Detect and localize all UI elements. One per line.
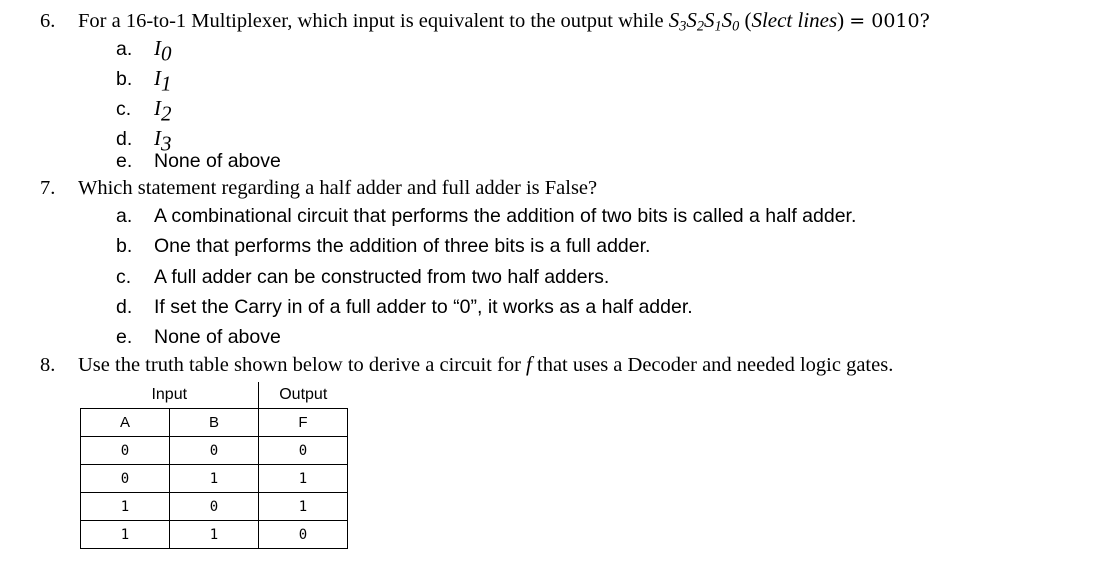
- table-group-header-row: [81, 382, 348, 409]
- q6-option-b: [116, 66, 172, 96]
- cell-a: 1: [81, 521, 170, 549]
- q7-option-b: [116, 235, 650, 258]
- table-row: [81, 465, 348, 493]
- cell-f: 1: [259, 493, 348, 521]
- q6-option-c: [116, 96, 172, 126]
- q7-option-e: [116, 326, 281, 349]
- select-expression: $S_3S_2S_1S_0$: [668, 8, 740, 35]
- option-letter: e.: [116, 326, 133, 348]
- option-text: If set the Carry in of a full adder to “0”, it works as a half adder.: [154, 296, 693, 318]
- question-text: Use the truth table shown below to derive a circuit for: [78, 354, 527, 376]
- option-letter: b.: [116, 235, 133, 257]
- output-header: Output: [259, 382, 348, 409]
- q6-option-e: [116, 150, 281, 173]
- cell-a: 0: [81, 437, 170, 465]
- cell-b: 0: [170, 493, 259, 521]
- question-number: 6.: [40, 10, 56, 32]
- select-value: = 0010?: [849, 10, 930, 32]
- select-lines-label: Slect lines: [751, 8, 838, 32]
- option-subscript: 1: [161, 71, 172, 96]
- column-header-f: F: [259, 409, 348, 437]
- cell-a: 0: [81, 465, 170, 493]
- cell-b: 1: [170, 465, 259, 493]
- question-8: [40, 352, 893, 377]
- cell-f: 0: [259, 437, 348, 465]
- option-symbol: I: [154, 66, 161, 90]
- option-letter: c.: [116, 98, 132, 120]
- option-letter: c.: [116, 266, 132, 288]
- table-column-header-row: [81, 409, 348, 437]
- function-symbol: f: [526, 352, 532, 376]
- question-text-continued: that uses a Decoder and needed logic gates.: [531, 354, 894, 376]
- q7-option-c: [116, 266, 609, 289]
- question-number: 7.: [40, 177, 56, 199]
- cell-f: 0: [259, 521, 348, 549]
- option-text: A combinational circuit that performs the addition of two bits is called a half adder.: [154, 205, 857, 227]
- cell-f: 1: [259, 465, 348, 493]
- question-6: 6. For a 16-to-1 Multiplexer, which input is equivalent to the output while $S_3S_2S_1S_0$ (Slect lines) = 0010?: [40, 8, 930, 35]
- option-letter: b.: [116, 68, 133, 90]
- question-number: 8.: [40, 354, 56, 376]
- option-text: None of above: [154, 326, 281, 348]
- option-text: One that performs the addition of three bits is a full adder.: [154, 235, 651, 257]
- option-subscript: 0: [161, 41, 172, 66]
- option-letter: d.: [116, 296, 133, 318]
- cell-b: 0: [170, 437, 259, 465]
- q7-option-d: [116, 296, 693, 319]
- option-text: None of above: [154, 150, 281, 172]
- question-text: For a 16-to-1 Multiplexer, which input is equivalent to the output while: [78, 10, 669, 32]
- truth-table: [80, 382, 348, 549]
- option-letter: d.: [116, 128, 133, 150]
- option-symbol: I: [154, 96, 161, 120]
- column-header-a: A: [81, 409, 170, 437]
- option-subscript: 3: [161, 131, 172, 156]
- table-row: [81, 493, 348, 521]
- option-letter: a.: [116, 205, 133, 227]
- table-row: [81, 437, 348, 465]
- table-row: [81, 521, 348, 549]
- column-header-b: B: [170, 409, 259, 437]
- option-letter: a.: [116, 38, 133, 60]
- option-symbol: I: [154, 36, 161, 60]
- option-text: A full adder can be constructed from two half adders.: [154, 266, 610, 288]
- option-symbol: I: [154, 126, 161, 150]
- q6-option-a: [116, 36, 172, 66]
- input-header: Input: [81, 382, 259, 409]
- option-letter: e.: [116, 150, 133, 172]
- q7-option-a: [116, 205, 856, 228]
- option-subscript: 2: [161, 101, 172, 126]
- cell-b: 1: [170, 521, 259, 549]
- cell-a: 1: [81, 493, 170, 521]
- question-7: [40, 177, 597, 200]
- question-text: Which statement regarding a half adder and full adder is False?: [78, 177, 598, 199]
